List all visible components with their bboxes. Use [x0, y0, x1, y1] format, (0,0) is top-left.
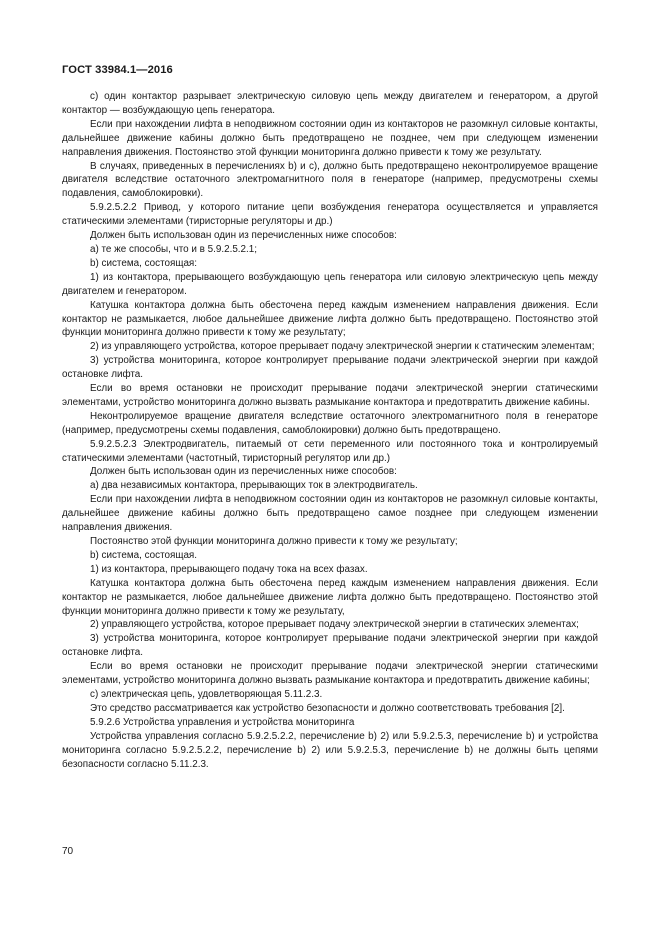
- paragraph: c) один контактор разрывает электрическую силовую цепь между двигателем и генератором, а другой контактор — возбуждающую цепь генератора.: [62, 91, 598, 116]
- section-heading: 5.9.2.5.2.2 Привод, у которого питание цепи возбуждения генератора осуществляется и управляется статическими элементами (тиристорные регуляторы и др.): [62, 202, 598, 228]
- list-item: a) два независимых контактора, прерывающих ток в электродвигатель.: [90, 480, 418, 492]
- list-item: 1) из контактора, прерывающего возбуждающую цепь генератора или силовую электрическую цепь между двигателем и генератором.: [62, 271, 598, 297]
- paragraph: Это средство рассматривается как устройство безопасности и должно соответствовать требования [2].: [90, 702, 565, 714]
- paragraph: Если при нахождении лифта в неподвижном состоянии один из контакторов не разомкнул силовые контакты, дальнейшее движение кабины должно быть предотвращено самое позднее при следующем изменении направления движения.: [62, 494, 598, 534]
- list-item: 3) устройства мониторинга, которое контролирует прерывание подачи электрической энергии при каждой остановке лифта.: [62, 355, 598, 381]
- page-number: 70: [62, 846, 74, 857]
- paragraph: Если при нахождении лифта в неподвижном состоянии один из контакторов не разомкнул силовые контакты, дальнейшее движение кабины должно быть предотвращено не позднее, чем при следующем изменении направления движения. Постоянство этой функции мониторинга должно привести к тому же результату.: [62, 118, 598, 158]
- list-item: b) система, состоящая.: [90, 549, 198, 561]
- paragraph: Устройства управления согласно 5.9.2.5.2.2, перечисление b) 2) или 5.9.2.5.3, перечисление b) и устройства мониторинга согласно 5.9.2.5.2.2, перечисление b) 2) или 5.9.2.5.3, перечисление b) не должны быть цепями безопасности согласно 5.11.2.3.: [62, 730, 598, 770]
- list-item: c) электрическая цепь, удовлетворяющая 5.11.2.3.: [90, 688, 323, 700]
- paragraph: Должен быть использован один из перечисленных ниже способов:: [90, 230, 397, 242]
- paragraph: Должен быть использован один из перечисленных ниже способов:: [90, 466, 397, 478]
- paragraph: Катушка контактора должна быть обесточена перед каждым изменением направления движения. Если контактор не размыкается, любое дальнейшее движение лифта должно быть предотвращено. Постоянство этой функции мониторинга должно привести к тому же результату;: [62, 299, 598, 339]
- paragraph: Если во время остановки не происходит прерывание подачи электрической энергии статическими элементами, устройство мониторинга должно вызвать размыкание контактора и предотвратить движение кабины;: [62, 661, 598, 687]
- list-item: 2) из управляющего устройства, которое прерывает подачу электрической энергии к статическим элементам;: [90, 341, 595, 353]
- paragraph: Катушка контактора должна быть обесточена перед каждым изменением направления движения. Если контактор не размыкается, любое дальнейшее движение лифта должно быть предотвращено. Постоянство этой функции мониторинга должно привести к тому же результату,: [62, 577, 598, 617]
- standard-header: ГОСТ 33984.1—2016: [62, 64, 173, 76]
- paragraph: В случаях, приведенных в перечислениях b) и c), должно быть предотвращено неконтролируемое вращение двигателя вследствие остаточного электромагнитного поля в генераторе (например, предусмотрены схемы подавления, самоблокировки).: [62, 160, 598, 200]
- paragraph: Неконтролируемое вращение двигателя вследствие остаточного электромагнитного поля в генераторе (например, предусмотрены схемы подавления, самоблокировки) должно быть предотвращено.: [62, 410, 598, 436]
- section-heading: 5.9.2.6 Устройства управления и устройства мониторинга: [90, 716, 355, 728]
- paragraph: Если во время остановки не происходит прерывание подачи электрической энергии статическими элементами, устройство мониторинга должно вызвать размыкание контактора и предотвратить движение кабины.: [62, 383, 598, 408]
- paragraph: Постоянство этой функции мониторинга должно привести к тому же результату;: [90, 536, 458, 547]
- list-item: 2) управляющего устройства, которое прерывает подачу электрической энергии в статических элементах;: [90, 619, 579, 631]
- document-body: [62, 90, 598, 771]
- list-item: b) система, состоящая:: [90, 257, 198, 269]
- list-item: 1) из контактора, прерывающего подачу тока на всех фазах.: [90, 563, 368, 575]
- list-item: 3) устройства мониторинга, которое контролирует прерывание подачи электрической энергии при каждой остановке лифта.: [62, 633, 598, 659]
- list-item: a) те же способы, что и в 5.9.2.5.2.1;: [90, 243, 258, 255]
- section-heading: 5.9.2.5.2.3 Электродвигатель, питаемый от сети переменного или постоянного тока и контролируемый статическими элементами (частотный, тиристорный регулятор или др.): [62, 438, 598, 464]
